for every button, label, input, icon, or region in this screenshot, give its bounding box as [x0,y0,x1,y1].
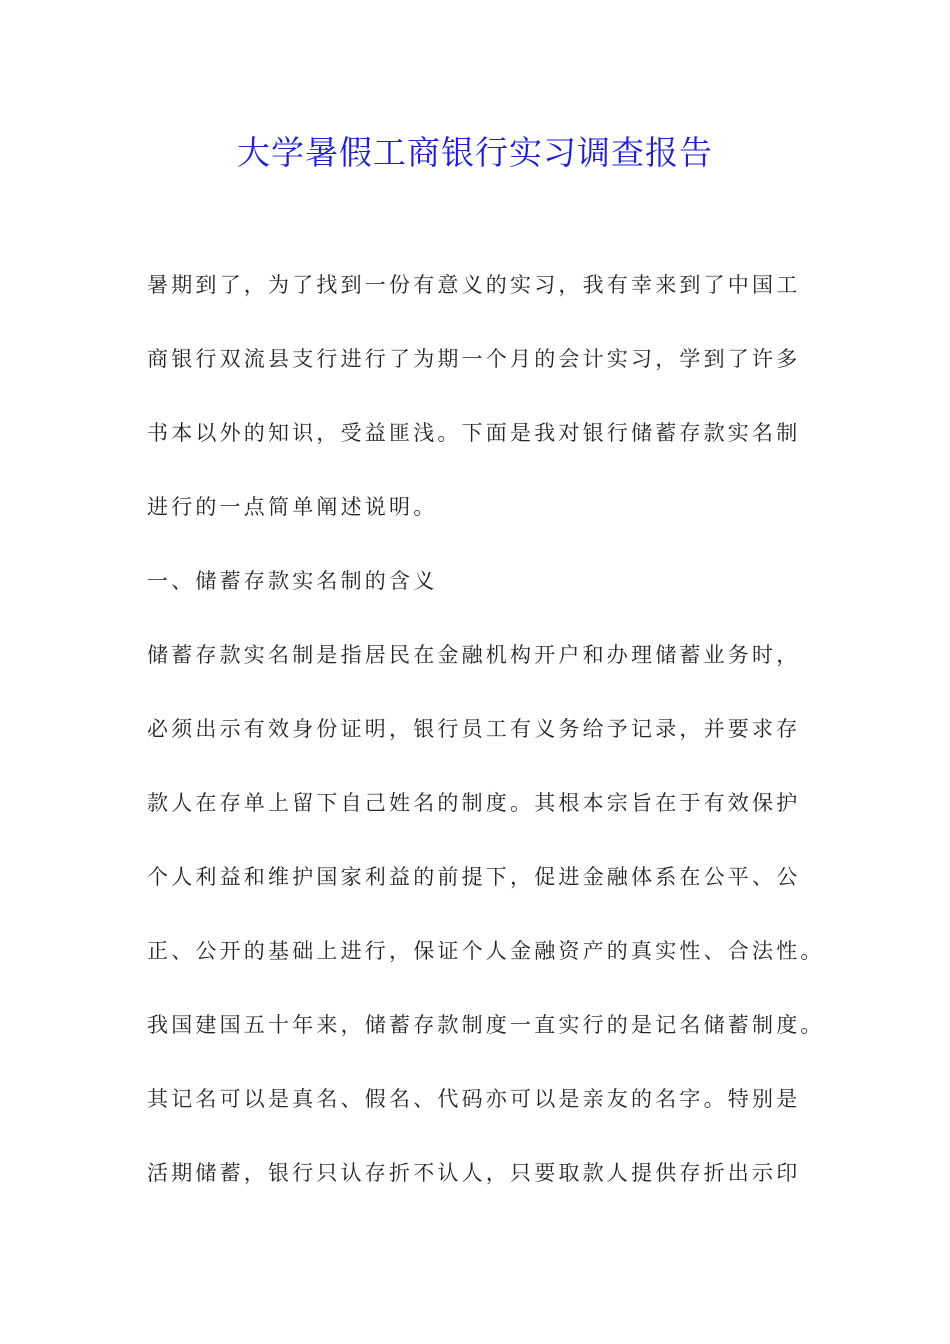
section-heading: 一、储蓄存款实名制的含义 [147,569,438,593]
body-line: 正、公开的基础上进行，保证个人金融资产的真实性、合法性。 [147,939,825,963]
body-line: 书本以外的知识，受益匪浅。下面是我对银行储蓄存款实名制 [147,421,801,445]
body-line: 其记名可以是真名、假名、代码亦可以是亲友的名字。特别是 [147,1087,801,1111]
body-line: 我国建国五十年来，储蓄存款制度一直实行的是记名储蓄制度。 [147,1013,825,1037]
body-line: 活期储蓄，银行只认存折不认人，只要取款人提供存折出示印 [147,1161,801,1185]
body-line: 储蓄存款实名制是指居民在金融机构开户和办理储蓄业务时， [147,643,801,667]
body-line: 款人在存单上留下自己姓名的制度。其根本宗旨在于有效保护 [147,791,801,815]
document-body [147,260,827,1222]
body-line: 必须出示有效身份证明，银行员工有义务给予记录，并要求存 [147,717,801,741]
document-title: 大学暑假工商银行实习调查报告 [237,133,713,172]
body-line: 个人利益和维护国家利益的前提下，促进金融体系在公平、公 [147,865,801,889]
body-line: 商银行双流县支行进行了为期一个月的会计实习，学到了许多 [147,347,801,371]
body-line: 进行的一点简单阐述说明。 [147,495,438,519]
body-line: 暑期到了，为了找到一份有意义的实习，我有幸来到了中国工 [147,273,801,297]
